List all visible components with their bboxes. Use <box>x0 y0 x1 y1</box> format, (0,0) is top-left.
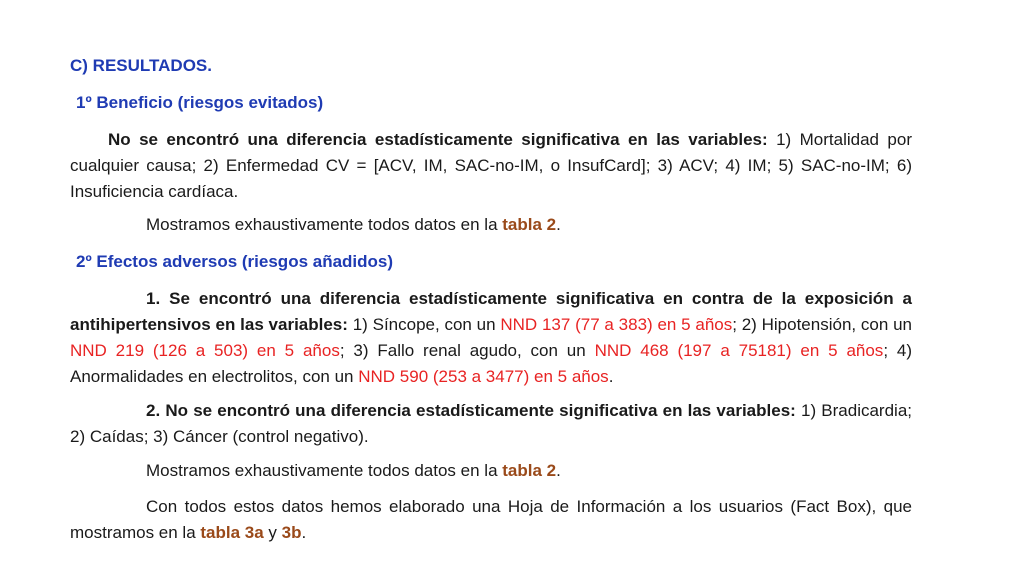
benefit-variables: 1) Mortalidad por cualquier causa; 2) Enfermedad CV = [ACV, IM, SAC-no-IM, o InsufCard]; 3) ACV; 4) IM; 5) SAC-no-IM; 6) Insuficiencia cardíaca. <box>70 130 912 201</box>
table-3b-link[interactable]: 3b <box>281 523 302 542</box>
note-end: . <box>556 215 561 234</box>
table-2-link[interactable]: tabla 2 <box>502 461 557 480</box>
note-text: Mostramos exhaustivamente todos datos en la <box>146 215 503 234</box>
adverse-finding-1: 1. Se encontró una diferencia estadísticamente significativa en contra de la exposición a antihipertensivos en las variables: <box>70 289 912 334</box>
table-2-link[interactable]: tabla 2 <box>502 215 557 234</box>
nnd-electrolytes: NND 590 (253 a 3477) en 5 años <box>358 367 609 386</box>
note-end: . <box>556 461 561 480</box>
fact-box-and: y <box>263 523 282 542</box>
benefit-heading: 1º Beneficio (riesgos evitados) <box>76 93 324 112</box>
table-3a-link[interactable]: tabla 3a <box>200 523 264 542</box>
adverse-paragraph-1 <box>70 286 912 390</box>
paragraph-end: . <box>608 367 614 386</box>
adverse-finding-2: 2. No se encontró una diferencia estadísticamente significativa en las variables: <box>146 401 796 420</box>
renal-text: ; 3) Fallo renal agudo, con un <box>339 341 595 360</box>
nnd-renal: NND 468 (197 a 75181) en 5 años <box>594 341 884 360</box>
adverse-table-note <box>70 458 912 484</box>
electrolytes-text: ; 4) Anormalidades en electrolitos, con un <box>70 341 912 386</box>
section-title: C) RESULTADOS. <box>70 56 212 75</box>
fact-box-text: Con todos estos datos hemos elaborado una Hoja de Información a los usuarios (Fact Box), que mostramos en la <box>70 497 912 542</box>
hypotension-text: ; 2) Hipotensión, con un <box>732 315 912 334</box>
adverse-heading: 2º Efectos adversos (riesgos añadidos) <box>76 252 394 271</box>
syncope-text: 1) Síncope, con un <box>347 315 501 334</box>
adverse-variables: 1) Bradicardia; 2) Caídas; 3) Cáncer (control negativo). <box>70 401 913 446</box>
adverse-paragraph-2 <box>70 398 912 450</box>
benefit-finding: No se encontró una diferencia estadísticamente significativa en las variables: <box>108 130 768 149</box>
note-text: Mostramos exhaustivamente todos datos en la <box>146 461 503 480</box>
nnd-hypotension: NND 219 (126 a 503) en 5 años <box>70 341 340 360</box>
fact-box-end: . <box>301 523 307 542</box>
nnd-syncope: NND 137 (77 a 383) en 5 años <box>500 315 733 334</box>
fact-box-paragraph <box>70 494 912 546</box>
benefit-table-note <box>70 212 912 238</box>
benefit-paragraph <box>70 127 912 205</box>
